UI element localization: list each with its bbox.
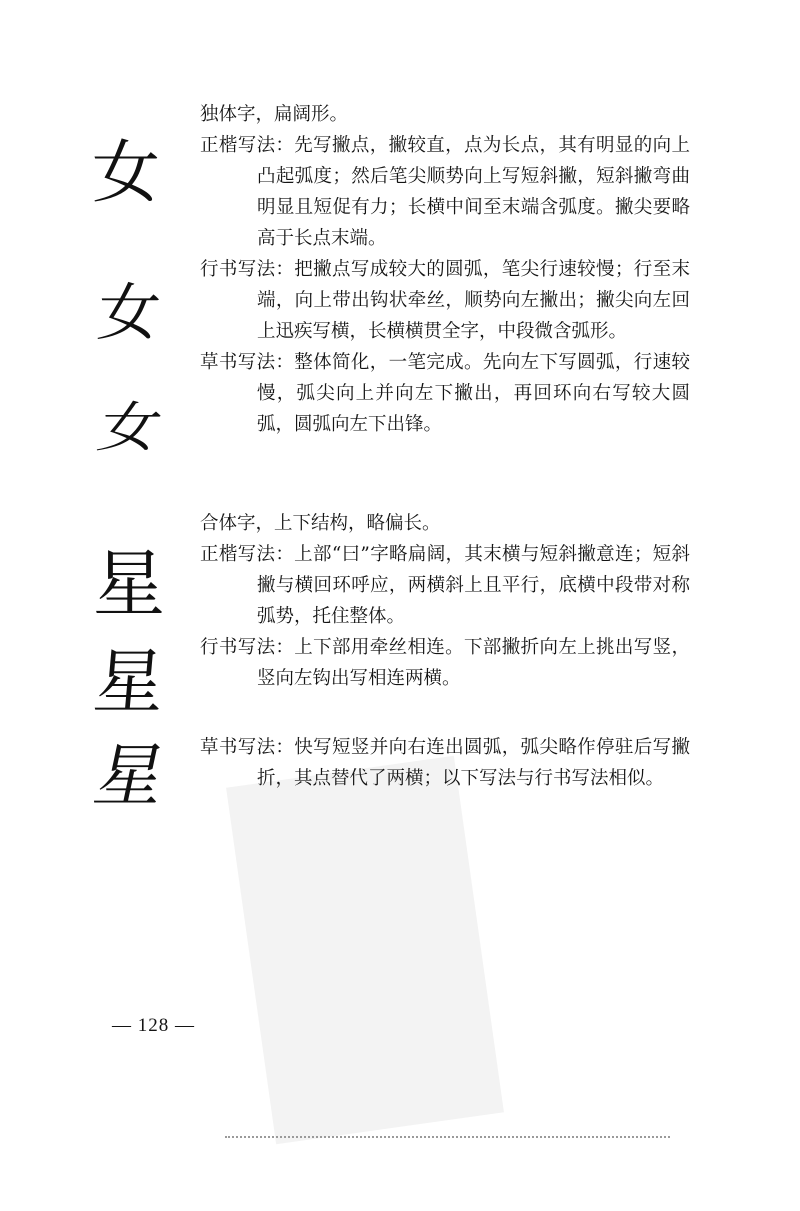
calligraphy-char-kaishu: 女	[92, 134, 161, 213]
bottom-divider	[225, 1136, 670, 1138]
method-kaishu	[200, 130, 690, 254]
method-text: 快写短竖并向右连出圆弧，弧尖略作停驻后写撇折，其点替代了两横；以下写法与行书写法相似。	[257, 737, 690, 789]
method-text: 上下部用牵丝相连。下部撇折向左上挑出写竖，竖向左钩出写相连两横。	[257, 637, 690, 689]
calligraphy-char-caoshu: 星	[87, 737, 173, 816]
method-kaishu	[200, 539, 690, 632]
calligraphy-char-caoshu: 女	[92, 396, 168, 460]
calligraphy-char-kaishu: 星	[93, 542, 166, 626]
method-caoshu	[200, 347, 690, 440]
method-text: 把撇点写成较大的圆弧，笔尖行速较慢；行至末端，向上带出钩状牵丝，顺势向左撇出；撇尖向左回上迅疾写横，长横横贯全字，中段微含弧形。	[257, 259, 690, 342]
method-text: 整体简化，一笔完成。先向左下写圆弧，行速较慢，弧尖向上并向左下撇出，再回环向右写较大圆弧，圆弧向左下出锋。	[257, 352, 690, 435]
method-text: 上部“曰”字略扁阔，其末横与短斜撇意连；短斜撇与横回环呼应，两横斜上且平行，底横中段带对称弧势，托住整体。	[257, 544, 690, 627]
method-label: 正楷写法：	[200, 544, 295, 565]
section-intro: 合体字，上下结构，略偏长。	[200, 513, 441, 534]
section-intro: 独体字，扁阔形。	[200, 104, 349, 125]
method-label: 行书写法：	[200, 637, 295, 658]
section-text-nv	[200, 99, 690, 440]
method-label: 草书写法：	[200, 352, 295, 373]
method-label: 行书写法：	[200, 259, 295, 280]
method-label: 正楷写法：	[200, 135, 295, 156]
method-label: 草书写法：	[200, 737, 295, 758]
section-text-xing	[200, 508, 690, 794]
method-caoshu	[200, 732, 690, 794]
method-xingshu	[200, 254, 690, 347]
method-xingshu	[200, 632, 690, 694]
background-watermark	[226, 756, 504, 1145]
calligraphy-char-xingshu: 星	[90, 641, 168, 723]
page-number: — 128 —	[112, 1015, 195, 1036]
calligraphy-char-xingshu: 女	[94, 276, 164, 349]
method-text: 先写撇点，撇较直，点为长点，其有明显的向上凸起弧度；然后笔尖顺势向上写短斜撇，短斜撇弯曲明显且短促有力；长横中间至末端含弧度。撇尖要略高于长点末端。	[257, 135, 690, 249]
